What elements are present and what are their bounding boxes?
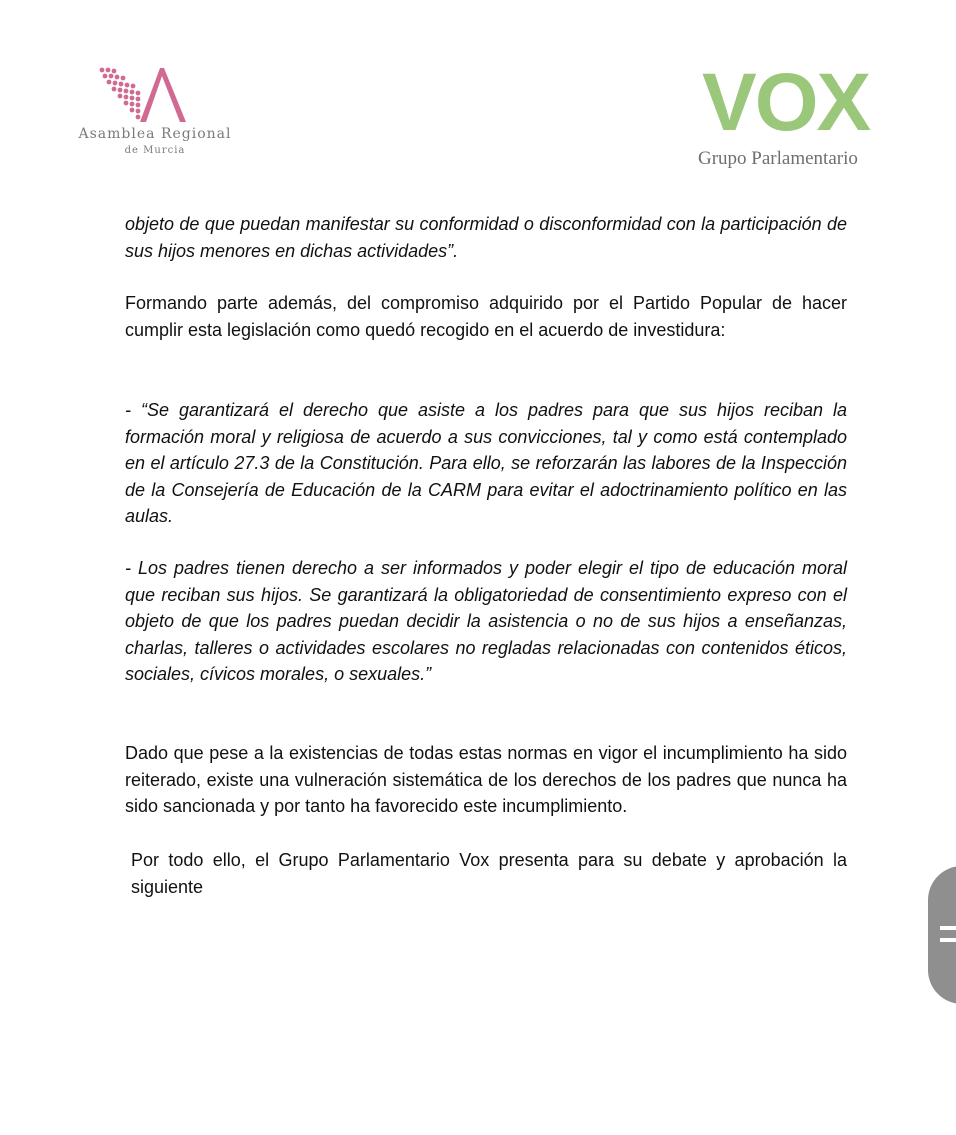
paragraph-1: objeto de que puedan manifestar su conformidad o disconformidad con la participación de sus hijos menores en dichas actividades”. [125, 214, 847, 261]
asamblea-regional-logo [70, 66, 240, 166]
logo-subtitle: de Murcia [124, 145, 186, 156]
paragraph-3: Dado que pese a la existencias de todas estas normas en vigor el incumplimiento ha sido reiterado, existe una vulneración sistemática de los derechos de los padres que nunca ha sido sancionada y por tanto ha favorecido este incumplimiento. [125, 743, 847, 816]
paragraph-2: Formando parte además, del compromiso adquirido por el Partido Popular de hacer cumplir esta legislación como quedó recogido en el acuerdo de investidura: [125, 293, 847, 340]
vox-wordmark: VOX [702, 57, 870, 148]
asamblea-emblem-icon [96, 66, 196, 126]
vox-logo [696, 57, 886, 172]
vox-group-label: Grupo Parlamentario [698, 148, 858, 169]
logo-name: Asamblea Regional [78, 126, 232, 142]
paragraph-4: Por todo ello, el Grupo Parlamentario Vox presenta para su debate y aprobación la siguiente [131, 850, 847, 897]
side-drawer-tab[interactable] [928, 866, 956, 1004]
quote-item-1: - “Se garantizará el derecho que asiste a los padres para que sus hijos reciban la formación moral y religiosa de acuerdo a sus convicciones, tal y como está contemplado en el artículo 27.3 de la Constitución. Para ello, se reforzarán las labores de la Inspección de la Consejería de Educación de la CARM para evitar el adoctrinamiento político en las aulas. [125, 400, 847, 526]
quote-item-2: - Los padres tienen derecho a ser informados y poder elegir el tipo de educación moral que reciban sus hijos. Se garantizará la obligatoriedad de consentimiento expreso con el objeto de que los padres puedan decidir la asistencia o no de sus hijos a enseñanzas, charlas, talleres o actividades escolares no regladas relacionadas con contenidos éticos, sociales, cívicos morales, o sexuales.” [125, 558, 847, 684]
